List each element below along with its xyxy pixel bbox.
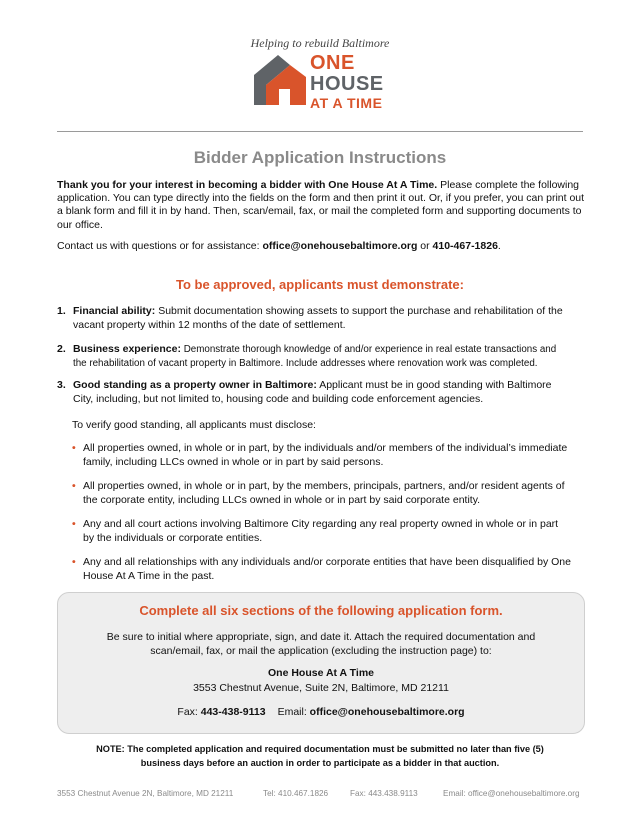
- footer-email[interactable]: Email: office@onehousebaltimore.org: [443, 789, 580, 798]
- requirement-label: Business experience:: [73, 343, 181, 355]
- contact-phone[interactable]: 410-467-1826: [432, 240, 498, 252]
- requirements-heading: To be approved, applicants must demonstrate:: [176, 277, 464, 292]
- logo-text-house: HOUSE: [310, 73, 384, 95]
- application-info-box: [57, 592, 585, 734]
- house-logo-icon: [252, 53, 308, 109]
- fax-label: Fax:: [177, 706, 201, 718]
- disclosure-text: All properties owned, in whole or in part, by the individuals and/or members of the individual’s immediate family, including LLCs owned in whole or in part by said persons.: [83, 442, 568, 468]
- logo-text-at-a-time: AT A TIME: [310, 95, 383, 111]
- requirement-item: [57, 378, 567, 406]
- footer-address: 3553 Chestnut Avenue 2N, Baltimore, MD 21211: [57, 789, 234, 798]
- bullet-icon: •: [72, 442, 76, 454]
- disclosure-text: Any and all relationships with any individuals and/or corporate entities that have been disqualified by One House At A Time in the past.: [83, 556, 571, 582]
- intro-paragraph: [57, 179, 585, 232]
- requirement-text: Submit documentation showing assets to support the purchase and rehabilitation of the vacant property within 12 months of the date of settlement.: [73, 305, 563, 331]
- disclosure-item: [72, 517, 572, 545]
- requirement-item: [57, 304, 567, 332]
- requirement-text: Demonstrate thorough knowledge of and/or experience in real estate transactions and the rehabilitation of vacant property in Baltimore. Include addresses where renovation work was completed.: [73, 344, 557, 369]
- disclosure-text: Any and all court actions involving Baltimore City regarding any real property owned in whole or in part by the individuals or corporate entities.: [83, 518, 559, 544]
- box-paragraph: Be sure to initial where appropriate, sign, and date it. Attach the required documentation and scan/email, fax, or mail the application (excluding the instruction page) to:: [106, 631, 536, 657]
- disclosure-item: [72, 441, 572, 469]
- requirement-label: Good standing as a property owner in Baltimore:: [73, 379, 317, 391]
- contact-suffix: .: [497, 240, 501, 252]
- disclosure-text: All properties owned, in whole or in part, by the members, principals, partners, and/or resident agents of the corporate entity, including LLCs owned in whole or in part by said corporate entity.: [83, 480, 565, 506]
- page-title: Bidder Application Instructions: [193, 148, 447, 167]
- email-label: Email:: [277, 706, 310, 718]
- footer-tel: Tel: 410.467.1826: [263, 789, 329, 798]
- one-house-logo: [252, 53, 392, 109]
- bullet-icon: •: [72, 556, 76, 568]
- requirement-number: 3.: [57, 379, 66, 391]
- deadline-note: NOTE: The completed application and required documentation must be submitted no later than five (5) business days before an auction in order to participate as a bidder in that auction.: [96, 744, 544, 768]
- contact-or: or: [417, 240, 433, 252]
- footer-fax: Fax: 443.438.9113: [350, 789, 418, 798]
- contact-prefix: Contact us with questions or for assistance:: [57, 240, 263, 252]
- fax-number: 443-438-9113: [200, 706, 266, 718]
- org-address: 3553 Chestnut Avenue, Suite 2N, Baltimore, MD 21211: [193, 682, 449, 694]
- requirement-text: Applicant must be in good standing with Baltimore City, including, but not limited to, housing code and building code enforcement agencies.: [73, 379, 552, 405]
- org-name: One House At A Time: [268, 667, 374, 679]
- disclosure-item: [72, 479, 572, 507]
- divider: [57, 131, 583, 132]
- requirement-label: Financial ability:: [73, 305, 156, 317]
- verify-text: To verify good standing, all applicants must disclose:: [72, 419, 316, 431]
- requirement-item: [57, 342, 567, 371]
- requirement-number: 1.: [57, 305, 66, 317]
- bullet-icon: •: [72, 480, 76, 492]
- contact-line: [57, 240, 585, 252]
- box-heading: Complete all six sections of the following application form.: [139, 603, 503, 618]
- intro-text: Please complete the following application. You can type directly into the fields on the form and then print it out. Or, if you prefer, you can print out a blank form and fill it in by hand. Then, scan/email, fax, or mail the completed form and supporting documents to our office.: [57, 179, 585, 231]
- intro-bold: Thank you for your interest in becoming a bidder with One House At A Time.: [57, 179, 438, 191]
- contact-email-link[interactable]: office@onehousebaltimore.org: [262, 240, 418, 252]
- tagline: Helping to rebuild Baltimore: [250, 36, 390, 50]
- disclosure-item: [72, 555, 572, 583]
- requirement-number: 2.: [57, 343, 66, 355]
- logo-text-one: ONE: [310, 52, 355, 74]
- fax-email-line: [58, 706, 584, 718]
- box-email-link[interactable]: office@onehousebaltimore.org: [309, 706, 465, 718]
- bullet-icon: •: [72, 518, 76, 530]
